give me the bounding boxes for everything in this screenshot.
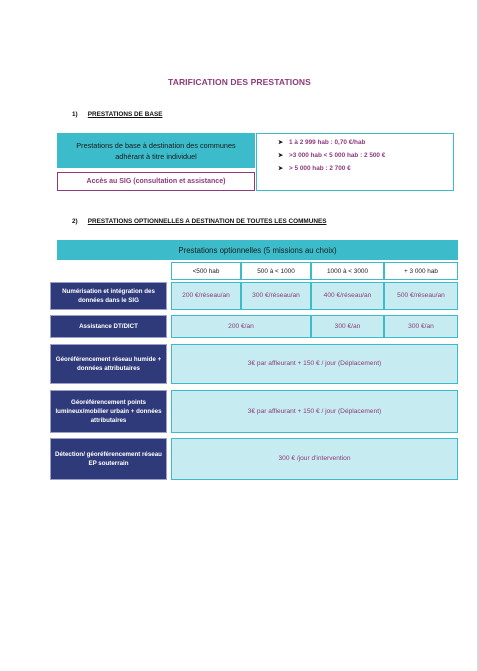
section-2-heading	[72, 218, 327, 225]
sig-access-box	[57, 172, 255, 191]
row-label-lighting-points: Géoréférencement points lumineux/mobilier urbain + données attributaires	[50, 390, 167, 433]
price-cell: 300 €/réseau/an	[241, 282, 311, 310]
price-cell: 3€ par affleurant + 150 € / jour (Déplacement)	[171, 344, 458, 384]
price-cell: 300 €/an	[384, 315, 458, 338]
price-cell: 3€ par affleurant + 150 € / jour (Déplacement)	[171, 390, 458, 433]
row-label-wet-network: Géoréférencement réseau humide + données attributaires	[50, 344, 167, 384]
arrow-bullet-icon: ➤	[278, 153, 284, 159]
price-cell: 300 €/an	[311, 315, 384, 338]
column-header: 500 à < 1000	[241, 262, 311, 280]
tier-item	[278, 165, 351, 172]
price-cell: 400 €/réseau/an	[311, 282, 384, 310]
column-header: + 3 000 hab	[384, 262, 458, 280]
section-1-heading	[72, 111, 162, 118]
base-services-box	[57, 133, 255, 168]
optional-services-header	[57, 240, 458, 260]
sig-access-text: Accès au SIG (consultation et assistance)	[86, 178, 226, 185]
optional-services-header-text: Prestations optionnelles (5 missions au choix)	[178, 245, 337, 255]
price-cell: 500 €/réseau/an	[384, 282, 458, 310]
tier-text: 1 à 2 999 hab : 0,70 €/hab	[289, 139, 366, 146]
arrow-bullet-icon: ➤	[278, 166, 284, 172]
base-services-text: Prestations de base à destination des communes adhérant à titre individuel	[76, 140, 236, 161]
price-cell: 200 €/réseau/an	[171, 282, 241, 310]
column-header: 1000 à < 3000	[311, 262, 384, 280]
pricing-tiers-box	[256, 133, 454, 191]
section-2-label: PRESTATIONS OPTIONNELLES A DESTINATION DE TOUTES LES COMMUNES	[87, 218, 327, 225]
row-label-detection: Détection/ géoréférencement réseau EP souterrain	[50, 438, 167, 480]
arrow-bullet-icon: ➤	[278, 140, 284, 146]
column-header: <500 hab	[171, 262, 241, 280]
tier-text: > 5 000 hab : 2 700 €	[289, 165, 351, 172]
row-label-dt-dict: Assistance DT/DICT	[50, 315, 167, 338]
price-cell: 200 €/an	[171, 315, 311, 338]
price-cell: 300 € /jour d'intervention	[171, 438, 458, 480]
tier-text: >3 000 hab < 5 000 hab : 2 500 €	[289, 152, 386, 159]
section-1-number: 1)	[72, 111, 78, 118]
section-2-number: 2)	[72, 218, 78, 225]
tier-item	[278, 139, 365, 146]
section-1-label: PRESTATIONS DE BASE	[87, 111, 163, 118]
row-label-digitization: Numérisation et intégration des données dans le SIG	[50, 282, 167, 310]
tier-item	[278, 152, 385, 159]
page-title: TARIFICATION DES PRESTATIONS	[168, 77, 311, 87]
